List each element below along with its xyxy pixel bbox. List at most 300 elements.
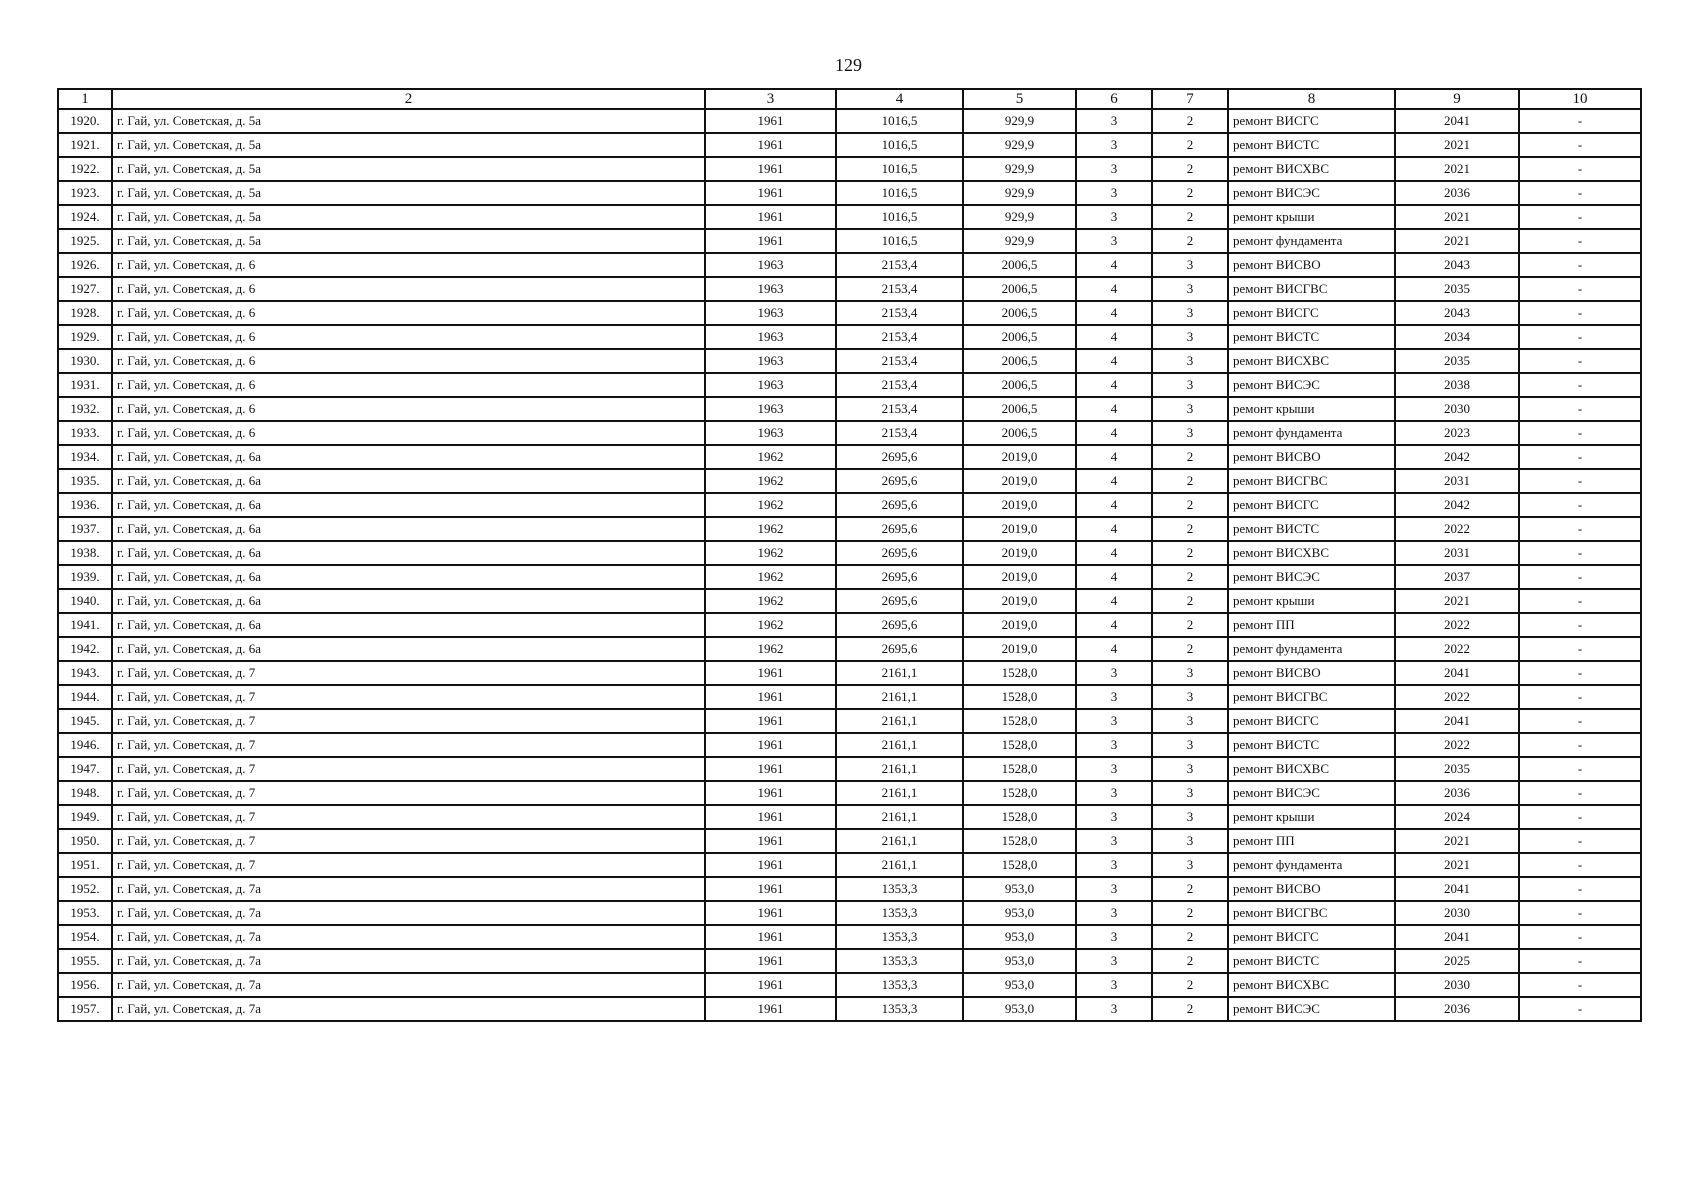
row-number-cell: 1934. bbox=[58, 445, 112, 469]
floors-cell: 4 bbox=[1076, 517, 1152, 541]
year-built-cell: 1962 bbox=[705, 589, 836, 613]
total-area-cell: 2695,6 bbox=[836, 445, 963, 469]
floors-cell: 4 bbox=[1076, 373, 1152, 397]
year-built-cell: 1961 bbox=[705, 757, 836, 781]
year-built-cell: 1963 bbox=[705, 397, 836, 421]
floors-cell: 3 bbox=[1076, 901, 1152, 925]
address-cell: г. Гай, ул. Советская, д. 6а bbox=[112, 589, 705, 613]
living-area-cell: 1528,0 bbox=[963, 685, 1076, 709]
year-built-cell: 1962 bbox=[705, 565, 836, 589]
total-area-cell: 2161,1 bbox=[836, 757, 963, 781]
floors-cell: 3 bbox=[1076, 973, 1152, 997]
entrances-cell: 3 bbox=[1152, 709, 1228, 733]
work-type-cell: ремонт крыши bbox=[1228, 205, 1395, 229]
work-type-cell: ремонт ВИСТС bbox=[1228, 133, 1395, 157]
living-area-cell: 2019,0 bbox=[963, 565, 1076, 589]
table-row bbox=[58, 901, 1641, 925]
living-area-cell: 1528,0 bbox=[963, 781, 1076, 805]
floors-cell: 4 bbox=[1076, 613, 1152, 637]
planned-year-cell: 2041 bbox=[1395, 661, 1519, 685]
total-area-cell: 2153,4 bbox=[836, 349, 963, 373]
entrances-cell: 3 bbox=[1152, 853, 1228, 877]
address-cell: г. Гай, ул. Советская, д. 6 bbox=[112, 277, 705, 301]
table-row bbox=[58, 781, 1641, 805]
address-cell: г. Гай, ул. Советская, д. 6а bbox=[112, 493, 705, 517]
year-built-cell: 1962 bbox=[705, 613, 836, 637]
floors-cell: 4 bbox=[1076, 325, 1152, 349]
address-cell: г. Гай, ул. Советская, д. 7а bbox=[112, 949, 705, 973]
note-cell: - bbox=[1519, 589, 1641, 613]
living-area-cell: 929,9 bbox=[963, 229, 1076, 253]
work-type-cell: ремонт фундамента bbox=[1228, 421, 1395, 445]
entrances-cell: 2 bbox=[1152, 229, 1228, 253]
address-cell: г. Гай, ул. Советская, д. 7 bbox=[112, 853, 705, 877]
column-header: 9 bbox=[1395, 89, 1519, 109]
address-cell: г. Гай, ул. Советская, д. 6 bbox=[112, 397, 705, 421]
planned-year-cell: 2041 bbox=[1395, 877, 1519, 901]
row-number-cell: 1923. bbox=[58, 181, 112, 205]
planned-year-cell: 2042 bbox=[1395, 445, 1519, 469]
floors-cell: 4 bbox=[1076, 301, 1152, 325]
table-row bbox=[58, 733, 1641, 757]
total-area-cell: 2695,6 bbox=[836, 637, 963, 661]
work-type-cell: ремонт ВИСХВС bbox=[1228, 349, 1395, 373]
work-type-cell: ремонт ВИСЭС bbox=[1228, 565, 1395, 589]
work-type-cell: ремонт ВИСХВС bbox=[1228, 757, 1395, 781]
year-built-cell: 1961 bbox=[705, 661, 836, 685]
address-cell: г. Гай, ул. Советская, д. 6а bbox=[112, 565, 705, 589]
work-type-cell: ремонт ВИСВО bbox=[1228, 661, 1395, 685]
living-area-cell: 2019,0 bbox=[963, 517, 1076, 541]
work-type-cell: ремонт ВИСХВС bbox=[1228, 541, 1395, 565]
row-number-cell: 1920. bbox=[58, 109, 112, 133]
work-type-cell: ремонт ВИСТС bbox=[1228, 733, 1395, 757]
entrances-cell: 3 bbox=[1152, 301, 1228, 325]
table-row bbox=[58, 253, 1641, 277]
planned-year-cell: 2021 bbox=[1395, 829, 1519, 853]
floors-cell: 3 bbox=[1076, 781, 1152, 805]
living-area-cell: 929,9 bbox=[963, 181, 1076, 205]
floors-cell: 4 bbox=[1076, 589, 1152, 613]
row-number-cell: 1926. bbox=[58, 253, 112, 277]
table-row bbox=[58, 157, 1641, 181]
year-built-cell: 1961 bbox=[705, 877, 836, 901]
table-body bbox=[58, 109, 1641, 1021]
table-row bbox=[58, 373, 1641, 397]
entrances-cell: 2 bbox=[1152, 541, 1228, 565]
total-area-cell: 2161,1 bbox=[836, 805, 963, 829]
living-area-cell: 2019,0 bbox=[963, 541, 1076, 565]
work-type-cell: ремонт ПП bbox=[1228, 613, 1395, 637]
note-cell: - bbox=[1519, 949, 1641, 973]
work-type-cell: ремонт ВИСГВС bbox=[1228, 277, 1395, 301]
floors-cell: 3 bbox=[1076, 109, 1152, 133]
floors-cell: 3 bbox=[1076, 205, 1152, 229]
planned-year-cell: 2031 bbox=[1395, 541, 1519, 565]
work-type-cell: ремонт ВИСГС bbox=[1228, 709, 1395, 733]
total-area-cell: 2695,6 bbox=[836, 493, 963, 517]
planned-year-cell: 2030 bbox=[1395, 901, 1519, 925]
living-area-cell: 953,0 bbox=[963, 949, 1076, 973]
table-row bbox=[58, 613, 1641, 637]
address-cell: г. Гай, ул. Советская, д. 7 bbox=[112, 781, 705, 805]
planned-year-cell: 2043 bbox=[1395, 301, 1519, 325]
floors-cell: 3 bbox=[1076, 229, 1152, 253]
row-number-cell: 1951. bbox=[58, 853, 112, 877]
year-built-cell: 1962 bbox=[705, 517, 836, 541]
table-row bbox=[58, 973, 1641, 997]
planned-year-cell: 2041 bbox=[1395, 925, 1519, 949]
planned-year-cell: 2021 bbox=[1395, 205, 1519, 229]
row-number-cell: 1938. bbox=[58, 541, 112, 565]
row-number-cell: 1956. bbox=[58, 973, 112, 997]
entrances-cell: 2 bbox=[1152, 637, 1228, 661]
entrances-cell: 3 bbox=[1152, 397, 1228, 421]
note-cell: - bbox=[1519, 733, 1641, 757]
planned-year-cell: 2021 bbox=[1395, 853, 1519, 877]
total-area-cell: 1353,3 bbox=[836, 973, 963, 997]
planned-year-cell: 2035 bbox=[1395, 757, 1519, 781]
floors-cell: 4 bbox=[1076, 397, 1152, 421]
work-type-cell: ремонт ВИСВО bbox=[1228, 253, 1395, 277]
total-area-cell: 1353,3 bbox=[836, 949, 963, 973]
living-area-cell: 1528,0 bbox=[963, 853, 1076, 877]
column-header: 5 bbox=[963, 89, 1076, 109]
table-row bbox=[58, 109, 1641, 133]
table-row bbox=[58, 133, 1641, 157]
floors-cell: 3 bbox=[1076, 829, 1152, 853]
note-cell: - bbox=[1519, 133, 1641, 157]
header-row bbox=[58, 89, 1641, 109]
year-built-cell: 1963 bbox=[705, 277, 836, 301]
note-cell: - bbox=[1519, 469, 1641, 493]
table-row bbox=[58, 637, 1641, 661]
work-type-cell: ремонт ВИСЭС bbox=[1228, 181, 1395, 205]
row-number-cell: 1950. bbox=[58, 829, 112, 853]
address-cell: г. Гай, ул. Советская, д. 6 bbox=[112, 301, 705, 325]
total-area-cell: 1016,5 bbox=[836, 109, 963, 133]
entrances-cell: 2 bbox=[1152, 613, 1228, 637]
note-cell: - bbox=[1519, 421, 1641, 445]
floors-cell: 3 bbox=[1076, 181, 1152, 205]
work-type-cell: ремонт ВИСВО bbox=[1228, 445, 1395, 469]
work-type-cell: ремонт фундамента bbox=[1228, 853, 1395, 877]
floors-cell: 3 bbox=[1076, 805, 1152, 829]
living-area-cell: 2019,0 bbox=[963, 613, 1076, 637]
row-number-cell: 1952. bbox=[58, 877, 112, 901]
table-row bbox=[58, 421, 1641, 445]
note-cell: - bbox=[1519, 301, 1641, 325]
entrances-cell: 2 bbox=[1152, 109, 1228, 133]
table-row bbox=[58, 301, 1641, 325]
year-built-cell: 1962 bbox=[705, 493, 836, 517]
floors-cell: 3 bbox=[1076, 661, 1152, 685]
table-row bbox=[58, 205, 1641, 229]
address-cell: г. Гай, ул. Советская, д. 7 bbox=[112, 805, 705, 829]
note-cell: - bbox=[1519, 613, 1641, 637]
planned-year-cell: 2022 bbox=[1395, 613, 1519, 637]
total-area-cell: 2153,4 bbox=[836, 325, 963, 349]
planned-year-cell: 2030 bbox=[1395, 973, 1519, 997]
work-type-cell: ремонт ВИСЭС bbox=[1228, 373, 1395, 397]
total-area-cell: 2153,4 bbox=[836, 373, 963, 397]
total-area-cell: 1353,3 bbox=[836, 997, 963, 1021]
living-area-cell: 2019,0 bbox=[963, 469, 1076, 493]
planned-year-cell: 2035 bbox=[1395, 277, 1519, 301]
living-area-cell: 2006,5 bbox=[963, 277, 1076, 301]
year-built-cell: 1961 bbox=[705, 925, 836, 949]
total-area-cell: 2153,4 bbox=[836, 301, 963, 325]
table-header bbox=[58, 89, 1641, 109]
floors-cell: 3 bbox=[1076, 685, 1152, 709]
total-area-cell: 2161,1 bbox=[836, 829, 963, 853]
living-area-cell: 929,9 bbox=[963, 157, 1076, 181]
table-row bbox=[58, 565, 1641, 589]
note-cell: - bbox=[1519, 181, 1641, 205]
planned-year-cell: 2035 bbox=[1395, 349, 1519, 373]
year-built-cell: 1961 bbox=[705, 853, 836, 877]
note-cell: - bbox=[1519, 373, 1641, 397]
total-area-cell: 1016,5 bbox=[836, 205, 963, 229]
table-row bbox=[58, 589, 1641, 613]
entrances-cell: 3 bbox=[1152, 685, 1228, 709]
entrances-cell: 2 bbox=[1152, 133, 1228, 157]
row-number-cell: 1933. bbox=[58, 421, 112, 445]
entrances-cell: 3 bbox=[1152, 757, 1228, 781]
note-cell: - bbox=[1519, 277, 1641, 301]
floors-cell: 4 bbox=[1076, 277, 1152, 301]
address-cell: г. Гай, ул. Советская, д. 5а bbox=[112, 133, 705, 157]
column-header: 10 bbox=[1519, 89, 1641, 109]
total-area-cell: 1353,3 bbox=[836, 901, 963, 925]
floors-cell: 4 bbox=[1076, 253, 1152, 277]
living-area-cell: 953,0 bbox=[963, 925, 1076, 949]
entrances-cell: 2 bbox=[1152, 949, 1228, 973]
year-built-cell: 1963 bbox=[705, 301, 836, 325]
note-cell: - bbox=[1519, 565, 1641, 589]
note-cell: - bbox=[1519, 205, 1641, 229]
address-cell: г. Гай, ул. Советская, д. 6а bbox=[112, 541, 705, 565]
entrances-cell: 2 bbox=[1152, 517, 1228, 541]
work-type-cell: ремонт ВИСТС bbox=[1228, 325, 1395, 349]
floors-cell: 3 bbox=[1076, 733, 1152, 757]
planned-year-cell: 2021 bbox=[1395, 229, 1519, 253]
entrances-cell: 2 bbox=[1152, 445, 1228, 469]
planned-year-cell: 2025 bbox=[1395, 949, 1519, 973]
planned-year-cell: 2041 bbox=[1395, 109, 1519, 133]
table-row bbox=[58, 277, 1641, 301]
living-area-cell: 2019,0 bbox=[963, 589, 1076, 613]
table-row bbox=[58, 469, 1641, 493]
work-type-cell: ремонт ВИСГВС bbox=[1228, 469, 1395, 493]
entrances-cell: 2 bbox=[1152, 901, 1228, 925]
entrances-cell: 2 bbox=[1152, 493, 1228, 517]
note-cell: - bbox=[1519, 997, 1641, 1021]
year-built-cell: 1963 bbox=[705, 325, 836, 349]
planned-year-cell: 2022 bbox=[1395, 685, 1519, 709]
row-number-cell: 1948. bbox=[58, 781, 112, 805]
work-type-cell: ремонт крыши bbox=[1228, 805, 1395, 829]
address-cell: г. Гай, ул. Советская, д. 6 bbox=[112, 253, 705, 277]
table-row bbox=[58, 661, 1641, 685]
row-number-cell: 1949. bbox=[58, 805, 112, 829]
floors-cell: 3 bbox=[1076, 949, 1152, 973]
table-row bbox=[58, 997, 1641, 1021]
planned-year-cell: 2022 bbox=[1395, 637, 1519, 661]
page-number: 129 bbox=[835, 55, 862, 75]
entrances-cell: 3 bbox=[1152, 781, 1228, 805]
planned-year-cell: 2024 bbox=[1395, 805, 1519, 829]
year-built-cell: 1962 bbox=[705, 541, 836, 565]
planned-year-cell: 2031 bbox=[1395, 469, 1519, 493]
living-area-cell: 2006,5 bbox=[963, 397, 1076, 421]
table-row bbox=[58, 397, 1641, 421]
row-number-cell: 1924. bbox=[58, 205, 112, 229]
planned-year-cell: 2041 bbox=[1395, 709, 1519, 733]
entrances-cell: 3 bbox=[1152, 349, 1228, 373]
note-cell: - bbox=[1519, 853, 1641, 877]
work-type-cell: ремонт ВИСГС bbox=[1228, 925, 1395, 949]
work-type-cell: ремонт крыши bbox=[1228, 589, 1395, 613]
address-cell: г. Гай, ул. Советская, д. 6 bbox=[112, 349, 705, 373]
living-area-cell: 2019,0 bbox=[963, 493, 1076, 517]
note-cell: - bbox=[1519, 685, 1641, 709]
planned-year-cell: 2022 bbox=[1395, 733, 1519, 757]
note-cell: - bbox=[1519, 229, 1641, 253]
table-row bbox=[58, 541, 1641, 565]
entrances-cell: 2 bbox=[1152, 181, 1228, 205]
address-cell: г. Гай, ул. Советская, д. 7 bbox=[112, 661, 705, 685]
column-header: 7 bbox=[1152, 89, 1228, 109]
total-area-cell: 2695,6 bbox=[836, 565, 963, 589]
registry-table bbox=[57, 88, 1642, 1022]
year-built-cell: 1961 bbox=[705, 157, 836, 181]
row-number-cell: 1947. bbox=[58, 757, 112, 781]
address-cell: г. Гай, ул. Советская, д. 6 bbox=[112, 373, 705, 397]
column-header: 1 bbox=[58, 89, 112, 109]
entrances-cell: 2 bbox=[1152, 877, 1228, 901]
entrances-cell: 3 bbox=[1152, 373, 1228, 397]
floors-cell: 3 bbox=[1076, 757, 1152, 781]
row-number-cell: 1953. bbox=[58, 901, 112, 925]
floors-cell: 3 bbox=[1076, 157, 1152, 181]
floors-cell: 4 bbox=[1076, 637, 1152, 661]
note-cell: - bbox=[1519, 973, 1641, 997]
living-area-cell: 2019,0 bbox=[963, 637, 1076, 661]
note-cell: - bbox=[1519, 877, 1641, 901]
entrances-cell: 2 bbox=[1152, 973, 1228, 997]
row-number-cell: 1932. bbox=[58, 397, 112, 421]
year-built-cell: 1961 bbox=[705, 805, 836, 829]
address-cell: г. Гай, ул. Советская, д. 5а bbox=[112, 109, 705, 133]
address-cell: г. Гай, ул. Советская, д. 7 bbox=[112, 733, 705, 757]
work-type-cell: ремонт ВИСГС bbox=[1228, 493, 1395, 517]
total-area-cell: 1016,5 bbox=[836, 133, 963, 157]
row-number-cell: 1946. bbox=[58, 733, 112, 757]
address-cell: г. Гай, ул. Советская, д. 5а bbox=[112, 157, 705, 181]
note-cell: - bbox=[1519, 325, 1641, 349]
address-cell: г. Гай, ул. Советская, д. 7 bbox=[112, 757, 705, 781]
year-built-cell: 1963 bbox=[705, 421, 836, 445]
row-number-cell: 1940. bbox=[58, 589, 112, 613]
address-cell: г. Гай, ул. Советская, д. 6а bbox=[112, 637, 705, 661]
row-number-cell: 1955. bbox=[58, 949, 112, 973]
year-built-cell: 1961 bbox=[705, 997, 836, 1021]
row-number-cell: 1931. bbox=[58, 373, 112, 397]
living-area-cell: 2006,5 bbox=[963, 349, 1076, 373]
row-number-cell: 1943. bbox=[58, 661, 112, 685]
floors-cell: 4 bbox=[1076, 493, 1152, 517]
total-area-cell: 2695,6 bbox=[836, 517, 963, 541]
table-row bbox=[58, 229, 1641, 253]
total-area-cell: 2695,6 bbox=[836, 469, 963, 493]
column-header: 2 bbox=[112, 89, 705, 109]
work-type-cell: ремонт ВИСЭС bbox=[1228, 997, 1395, 1021]
total-area-cell: 1016,5 bbox=[836, 229, 963, 253]
year-built-cell: 1961 bbox=[705, 901, 836, 925]
living-area-cell: 1528,0 bbox=[963, 757, 1076, 781]
address-cell: г. Гай, ул. Советская, д. 6а bbox=[112, 517, 705, 541]
year-built-cell: 1962 bbox=[705, 469, 836, 493]
planned-year-cell: 2030 bbox=[1395, 397, 1519, 421]
year-built-cell: 1961 bbox=[705, 709, 836, 733]
row-number-cell: 1945. bbox=[58, 709, 112, 733]
planned-year-cell: 2022 bbox=[1395, 517, 1519, 541]
planned-year-cell: 2036 bbox=[1395, 781, 1519, 805]
planned-year-cell: 2038 bbox=[1395, 373, 1519, 397]
table-row bbox=[58, 493, 1641, 517]
living-area-cell: 929,9 bbox=[963, 133, 1076, 157]
note-cell: - bbox=[1519, 781, 1641, 805]
year-built-cell: 1961 bbox=[705, 109, 836, 133]
work-type-cell: ремонт ВИСГС bbox=[1228, 109, 1395, 133]
row-number-cell: 1937. bbox=[58, 517, 112, 541]
note-cell: - bbox=[1519, 661, 1641, 685]
living-area-cell: 1528,0 bbox=[963, 805, 1076, 829]
row-number-cell: 1925. bbox=[58, 229, 112, 253]
year-built-cell: 1962 bbox=[705, 637, 836, 661]
note-cell: - bbox=[1519, 493, 1641, 517]
note-cell: - bbox=[1519, 637, 1641, 661]
work-type-cell: ремонт ВИСТС bbox=[1228, 949, 1395, 973]
year-built-cell: 1963 bbox=[705, 253, 836, 277]
entrances-cell: 2 bbox=[1152, 157, 1228, 181]
total-area-cell: 2153,4 bbox=[836, 421, 963, 445]
row-number-cell: 1944. bbox=[58, 685, 112, 709]
address-cell: г. Гай, ул. Советская, д. 7 bbox=[112, 709, 705, 733]
floors-cell: 3 bbox=[1076, 853, 1152, 877]
table-row bbox=[58, 757, 1641, 781]
total-area-cell: 2695,6 bbox=[836, 589, 963, 613]
entrances-cell: 2 bbox=[1152, 589, 1228, 613]
total-area-cell: 1353,3 bbox=[836, 925, 963, 949]
row-number-cell: 1927. bbox=[58, 277, 112, 301]
entrances-cell: 3 bbox=[1152, 733, 1228, 757]
total-area-cell: 2695,6 bbox=[836, 541, 963, 565]
work-type-cell: ремонт ВИСХВС bbox=[1228, 973, 1395, 997]
entrances-cell: 2 bbox=[1152, 205, 1228, 229]
note-cell: - bbox=[1519, 157, 1641, 181]
total-area-cell: 2153,4 bbox=[836, 253, 963, 277]
row-number-cell: 1935. bbox=[58, 469, 112, 493]
work-type-cell: ремонт ВИСХВС bbox=[1228, 157, 1395, 181]
row-number-cell: 1928. bbox=[58, 301, 112, 325]
year-built-cell: 1963 bbox=[705, 373, 836, 397]
work-type-cell: ремонт фундамента bbox=[1228, 229, 1395, 253]
entrances-cell: 3 bbox=[1152, 277, 1228, 301]
planned-year-cell: 2021 bbox=[1395, 133, 1519, 157]
address-cell: г. Гай, ул. Советская, д. 7а bbox=[112, 973, 705, 997]
